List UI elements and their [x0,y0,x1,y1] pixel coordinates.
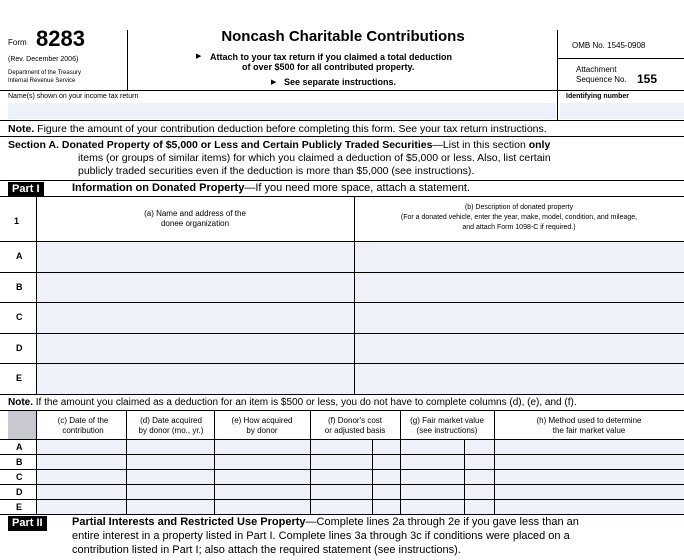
date-acquired-input[interactable] [127,500,214,514]
attachment-label: Attachment [576,65,617,74]
donor-cost-input[interactable] [311,440,372,454]
fair-market-value-cents-input[interactable] [465,440,494,454]
row-label: A [16,442,23,452]
identifying-number-label: Identifying number [566,93,629,100]
note-500: Note. If the amount you claimed as a deduction for an item is $500 or less, you do not have to complete columns (d), (e), and (f). [8,397,577,408]
column-c-header: (c) Date of the contribution [57,416,109,435]
date-acquired-input[interactable] [127,455,214,469]
attach-instruction-line1: Attach to your tax return if you claimed a total deduction [210,52,453,62]
row-label: D [16,487,23,497]
note-deduction [8,123,547,135]
identifying-number-input[interactable] [560,103,684,119]
section-a-title-rest: —List in this section [432,139,526,151]
fair-market-value-input[interactable] [401,470,464,484]
contribution-date-input[interactable] [37,470,126,484]
omb-number: OMB No. 1545-0908 [572,41,646,50]
sequence-label: Sequence No. [576,75,627,84]
row-label: C [16,312,23,323]
column-b-header: (b) Description of donated property (For a donated vehicle, enter the year, make, model, condition, and mileage, and attach Form 1098-C if required.) [400,204,638,231]
section-a-header [8,139,550,151]
donee-input[interactable] [37,303,354,333]
column-a-header: (a) Name and address of the donee organization [144,209,246,228]
column-h-header: (h) Method used to determine the fair market value [536,416,642,435]
names-input[interactable] [8,103,556,119]
how-acquired-input[interactable] [215,470,310,484]
donor-cost-cents-input[interactable] [373,500,400,514]
contribution-date-input[interactable] [37,440,126,454]
section-a-line3: publicly traded securities even if the deduction is more than $5,000 (see instructions). [78,165,475,177]
row-label: A [16,251,23,261]
column-g-header: (g) Fair market value (see instructions) [410,416,484,435]
fair-market-value-cents-input[interactable] [465,485,494,499]
column-f-header: (f) Donor's cost or adjusted basis [324,416,386,435]
part-2-line2: entire interest in a property listed in Part I. Complete lines 3a through 3c if conditions were placed on a [72,530,570,542]
note-label: Note. [8,123,35,135]
part-1-title: Information on Donated Property—If you need more space, attach a statement. [72,182,470,194]
attach-arrow-icon: ▶ [196,53,202,60]
part-2-line3: contribution listed in Part I; also attach the required statement (see instructions). [72,544,461,556]
description-input[interactable] [355,242,684,272]
fair-market-value-cents-input[interactable] [465,470,494,484]
description-input[interactable] [355,334,684,364]
method-input[interactable] [495,500,684,514]
donee-input[interactable] [37,364,354,394]
donor-cost-cents-input[interactable] [373,485,400,499]
how-acquired-input[interactable] [215,500,310,514]
how-acquired-input[interactable] [215,485,310,499]
donor-cost-cents-input[interactable] [373,455,400,469]
method-input[interactable] [495,470,684,484]
row-label: C [16,472,23,482]
form-revision: (Rev. December 2006) [8,56,79,63]
fair-market-value-input[interactable] [401,500,464,514]
donee-input[interactable] [37,273,354,303]
fair-market-value-input[interactable] [401,440,464,454]
form-word: Form [8,38,27,47]
row-label: B [16,457,23,467]
fair-market-value-cents-input[interactable] [465,455,494,469]
donor-cost-cents-input[interactable] [373,470,400,484]
contribution-date-input[interactable] [37,500,126,514]
description-input[interactable] [355,303,684,333]
names-label: Name(s) shown on your income tax return [8,93,139,100]
section-a-line2: items (or groups of similar items) for which you claimed a deduction of $5,000 or less. Also, list certain [78,152,551,164]
donor-cost-input[interactable] [311,455,372,469]
form-number: 8283 [36,26,85,51]
fair-market-value-input[interactable] [401,485,464,499]
department-line1: Department of the Treasury [8,70,82,76]
form-title: Noncash Charitable Contributions [221,28,465,45]
date-acquired-input[interactable] [127,470,214,484]
row-label: E [16,502,23,512]
part-2-badge: Part II [8,516,47,531]
donor-cost-cents-input[interactable] [373,440,400,454]
see-instructions-arrow-icon: ▶ [271,79,277,86]
section-a-title: Donated Property of $5,000 or Less and Certain Publicly Traded Securities [61,139,433,151]
sequence-number: 155 [637,72,658,86]
date-acquired-input[interactable] [127,440,214,454]
donor-cost-input[interactable] [311,500,372,514]
note-text: Figure the amount of your contribution deduction before completing this form. See your tax return instructions. [37,123,547,135]
fair-market-value-cents-input[interactable] [465,500,494,514]
section-a-only: only [528,139,551,151]
description-input[interactable] [355,273,684,303]
column-d-header: (d) Date acquired by donor (mo., yr.) [138,416,204,435]
column-e-header: (e) How acquired by donor [231,416,293,435]
fair-market-value-input[interactable] [401,455,464,469]
row-label: E [16,373,23,384]
contribution-date-input[interactable] [37,455,126,469]
part-2-title: Partial Interests and Restricted Use Property—Complete lines 2a through 2e if you gave less than an [72,516,579,528]
see-instructions: See separate instructions. [284,77,397,87]
description-input[interactable] [355,364,684,394]
date-acquired-input[interactable] [127,485,214,499]
department-line2: Internal Revenue Service [8,78,76,84]
part-1-badge: Part I [8,182,44,197]
method-input[interactable] [495,440,684,454]
section-a-label: Section A. [8,139,59,151]
donor-cost-input[interactable] [311,485,372,499]
donor-cost-input[interactable] [311,470,372,484]
row-label: B [16,281,23,292]
donee-input[interactable] [37,242,354,272]
method-input[interactable] [495,485,684,499]
how-acquired-input[interactable] [215,455,310,469]
line-1-number: 1 [14,216,20,226]
row-label: D [16,342,23,353]
attach-instruction-line2: of over $500 for all contributed property. [242,62,415,72]
method-input[interactable] [495,455,684,469]
contribution-date-input[interactable] [37,485,126,499]
donee-input[interactable] [37,334,354,364]
how-acquired-input[interactable] [215,440,310,454]
